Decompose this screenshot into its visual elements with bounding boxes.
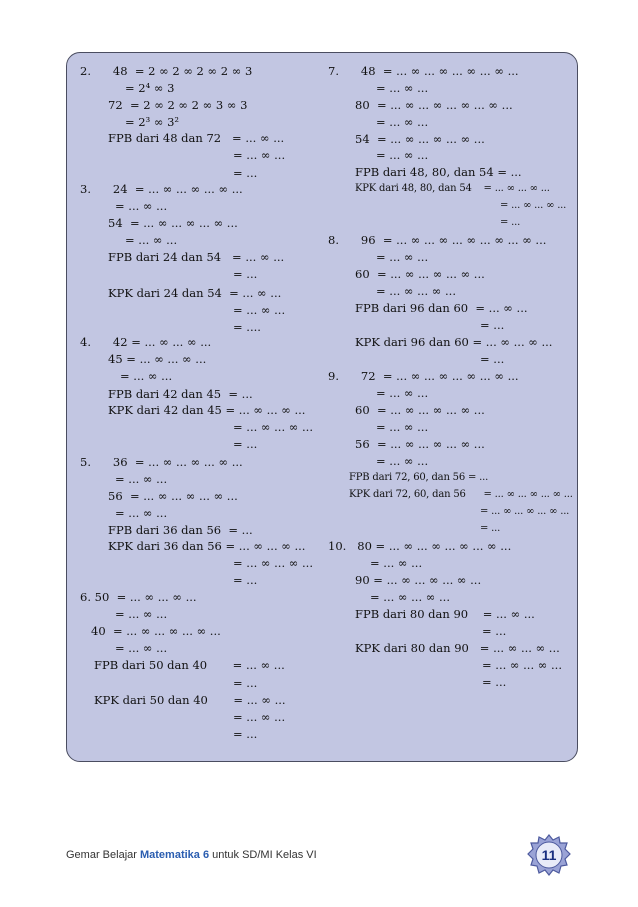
exercise-line: FPB dari 48 dan 72 = ... ∞ ... — [108, 131, 285, 145]
exercise-line: = ... — [500, 217, 521, 228]
exercise-line: FPB dari 42 dan 45 = ... — [108, 387, 253, 401]
exercise-line: KPK dari 50 dan 40 = ... ∞ ... — [94, 693, 286, 707]
exercise-line: = ... ∞ ... ∞ ... — [233, 420, 313, 434]
exercise-line: FPB dari 24 dan 54 = ... ∞ ... — [108, 250, 285, 264]
exercise-line: 9. 72 = ... ∞ ... ∞ ... ∞ ... ∞ ... — [328, 369, 519, 383]
page-number: 11 — [541, 847, 557, 863]
exercise-line: 40 = ... ∞ ... ∞ ... ∞ ... — [91, 624, 221, 638]
exercise-line: = ... — [482, 675, 507, 689]
exercise-line: = ... — [480, 352, 505, 366]
exercise-line: = ... ∞ ... — [376, 454, 429, 468]
exercise-line: = ... — [233, 727, 258, 741]
exercise-line: 7. 48 = ... ∞ ... ∞ ... ∞ ... ∞ ... — [328, 64, 519, 78]
exercise-line: = ... ∞ ... — [115, 199, 168, 213]
exercise-line: = ... ∞ ... — [115, 506, 168, 520]
exercise-line: = ... ∞ ... ∞ ... — [370, 590, 450, 604]
exercise-line: 80 = ... ∞ ... ∞ ... ∞ ... ∞ ... — [355, 98, 513, 112]
exercise-line: = ... ∞ ... — [376, 420, 429, 434]
exercise-line: 10. 80 = ... ∞ ... ∞ ... ∞ ... ∞ ... — [328, 539, 512, 553]
exercise-line: 90 = ... ∞ ... ∞ ... ∞ ... — [355, 573, 482, 587]
exercise-line: FPB dari 36 dan 56 = ... — [108, 523, 253, 537]
exercise-line: KPK dari 24 dan 54 = ... ∞ ... — [108, 286, 282, 300]
exercise-line: KPK dari 42 dan 45 = ... ∞ ... ∞ ... — [108, 403, 306, 417]
exercise-line: FPB dari 72, 60, dan 56 = ... — [349, 472, 489, 483]
exercise-line: = ... ∞ ... — [376, 81, 429, 95]
exercise-line: 2. 48 = 2 ∞ 2 ∞ 2 ∞ 2 ∞ 3 — [80, 64, 253, 78]
exercise-line: = ... ∞ ... ∞ ... — [500, 200, 567, 211]
exercise-line: 54 = ... ∞ ... ∞ ... ∞ ... — [355, 132, 485, 146]
exercise-line: = ... ∞ ... — [115, 472, 168, 486]
exercise-line: KPK dari 80 dan 90 = ... ∞ ... ∞ ... — [355, 641, 560, 655]
exercise-line: 3. 24 = ... ∞ ... ∞ ... ∞ ... — [80, 182, 243, 196]
exercise-line: = ... — [233, 267, 258, 281]
exercise-line: = ... — [233, 166, 258, 180]
exercise-line: = ... ∞ ... — [376, 148, 429, 162]
exercise-line: = 2⁴ ∞ 3 — [125, 81, 175, 95]
exercise-line: = ... ∞ ... — [115, 607, 168, 621]
exercise-line: = ... ∞ ... — [370, 556, 423, 570]
exercise-line: = ... ∞ ... — [125, 233, 178, 247]
exercise-line: 60 = ... ∞ ... ∞ ... ∞ ... — [355, 267, 485, 281]
exercise-line: = ... — [233, 676, 258, 690]
exercise-line: 4. 42 = ... ∞ ... ∞ ... — [80, 335, 212, 349]
exercise-line: = ... ∞ ... — [120, 369, 173, 383]
exercise-line: = ... ∞ ... — [233, 148, 286, 162]
exercise-line: 60 = ... ∞ ... ∞ ... ∞ ... — [355, 403, 485, 417]
exercise-line: 45 = ... ∞ ... ∞ ... — [108, 352, 207, 366]
exercise-line: = ... — [480, 318, 505, 332]
exercise-line: FPB dari 48, 80, dan 54 = ... — [355, 165, 522, 179]
exercise-line: = ... ∞ ... ∞ ... — [482, 658, 562, 672]
exercise-line: KPK dari 36 dan 56 = ... ∞ ... ∞ ... — [108, 539, 306, 553]
exercise-line: = ... ∞ ... — [233, 303, 286, 317]
exercise-line: 56 = ... ∞ ... ∞ ... ∞ ... — [108, 489, 238, 503]
exercise-line: = .... — [233, 320, 261, 334]
exercise-line: = ... — [482, 624, 507, 638]
exercise-line: = ... — [233, 437, 258, 451]
exercise-line: FPB dari 50 dan 40 = ... ∞ ... — [94, 658, 285, 672]
exercise-line: FPB dari 80 dan 90 = ... ∞ ... — [355, 607, 535, 621]
exercise-line: = ... — [480, 523, 501, 534]
exercise-line: = ... ∞ ... — [376, 250, 429, 264]
exercise-line: 8. 96 = ... ∞ ... ∞ ... ∞ ... ∞ ... ∞ ... — [328, 233, 547, 247]
exercise-line: KPK dari 48, 80, dan 54 = ... ∞ ... ∞ ... — [355, 183, 550, 194]
exercise-line: KPK dari 96 dan 60 = ... ∞ ... ∞ ... — [355, 335, 553, 349]
exercise-line: FPB dari 96 dan 60 = ... ∞ ... — [355, 301, 528, 315]
exercise-line: = ... ∞ ... ∞ ... — [376, 284, 456, 298]
exercise-line: 72 = 2 ∞ 2 ∞ 2 ∞ 3 ∞ 3 — [108, 98, 248, 112]
exercise-line: 56 = ... ∞ ... ∞ ... ∞ ... — [355, 437, 485, 451]
exercise-line: = ... ∞ ... — [376, 115, 429, 129]
exercise-line: 5. 36 = ... ∞ ... ∞ ... ∞ ... — [80, 455, 243, 469]
footer-book-title: Matematika 6 — [139, 849, 210, 861]
footer-suffix: untuk SD/MI Kelas VI — [209, 849, 317, 861]
exercise-line: 6. 50 = ... ∞ ... ∞ ... — [80, 590, 197, 604]
exercise-line: = ... ∞ ... ∞ ... — [233, 556, 313, 570]
footer — [66, 849, 317, 861]
exercise-line: = ... — [233, 573, 258, 587]
exercise-line: = ... ∞ ... ∞ ... ∞ ... — [480, 506, 570, 517]
exercise-line: = ... ∞ ... — [115, 641, 168, 655]
footer-prefix: Gemar Belajar — [66, 849, 140, 861]
exercise-line: = ... ∞ ... — [376, 386, 429, 400]
exercise-line: = ... ∞ ... — [233, 710, 286, 724]
exercise-line: KPK dari 72, 60, dan 56 = ... ∞ ... ∞ ... ∞ ... — [349, 489, 573, 500]
exercise-line: 54 = ... ∞ ... ∞ ... ∞ ... — [108, 216, 238, 230]
exercise-line: = 2³ ∞ 3² — [125, 115, 180, 129]
